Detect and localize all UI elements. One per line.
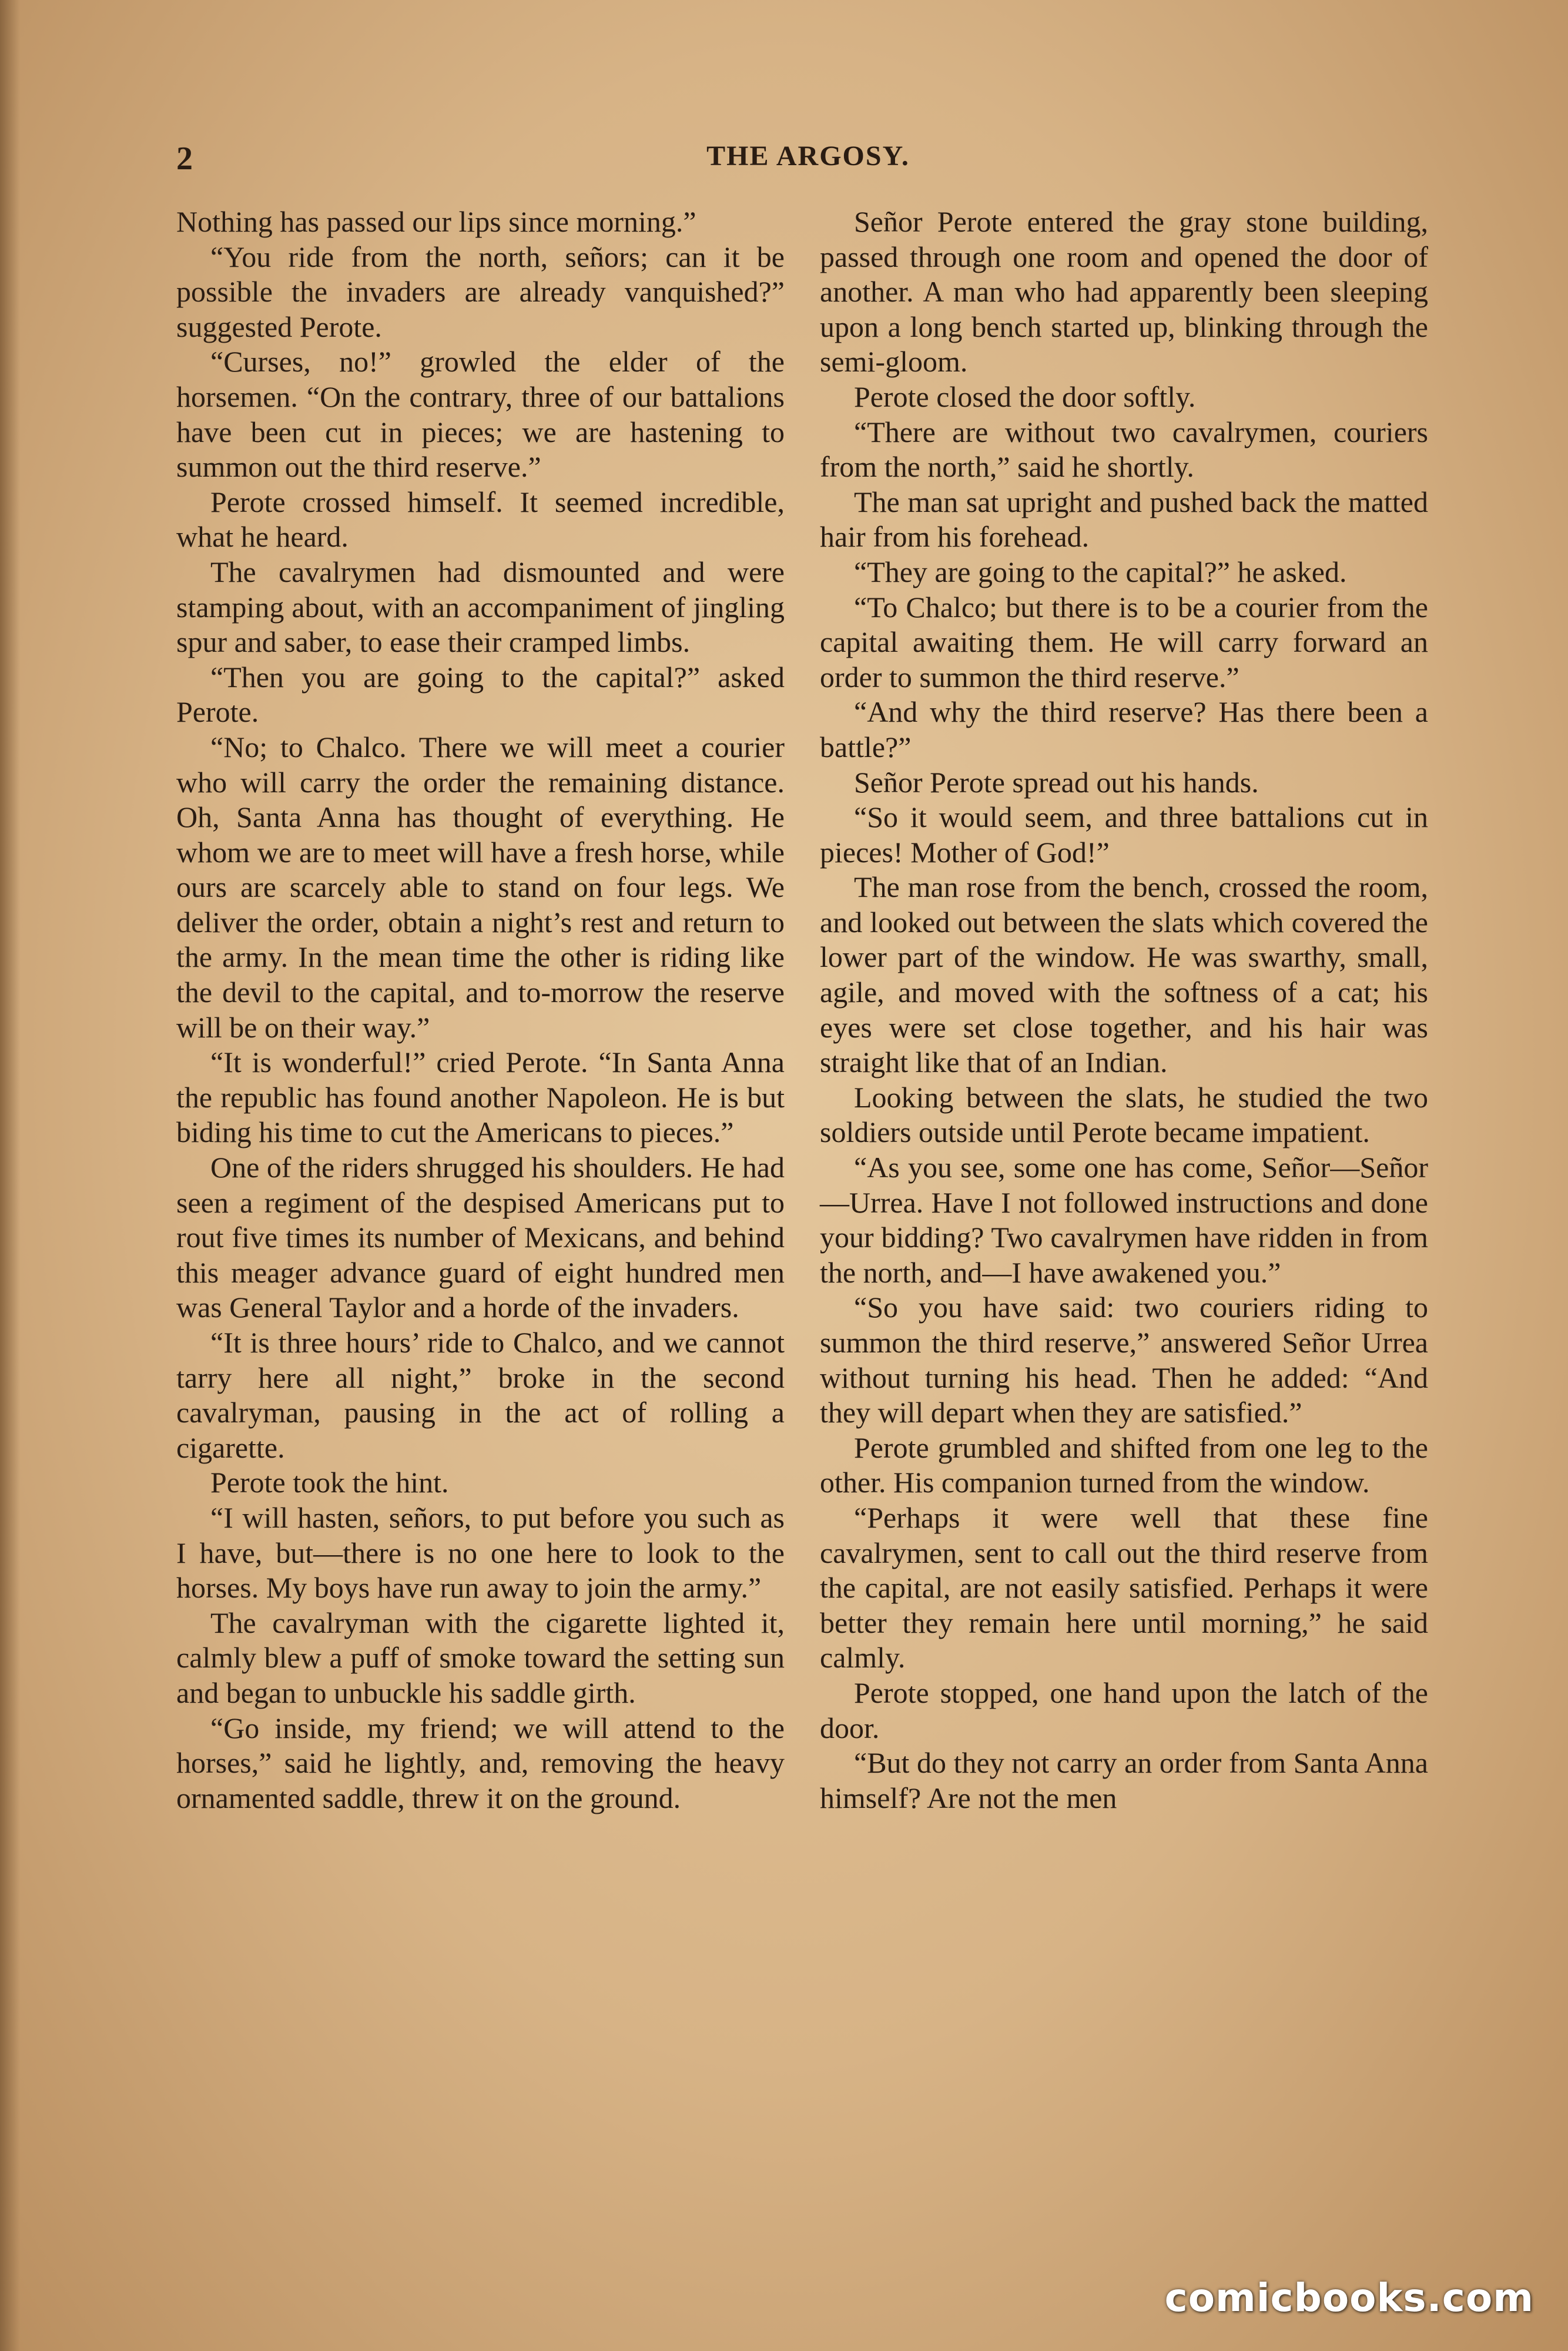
paragraph: Perote took the hint.: [210, 1466, 449, 1499]
paragraph: “Go inside, my friend; we will attend to the horses,” said he lightly, and, removing the heavy ornamented saddle, threw it on the ground.: [176, 1711, 785, 1814]
paragraph: “I will hasten, señors, to put before you such as I have, but—there is no one here to look to the horses. My boys have run away to join the army.”: [176, 1501, 785, 1605]
paragraph: The cavalrymen had dismounted and were stamping about, with an accompaniment of jingling spur and saber, to ease their cramped limbs.: [176, 555, 785, 659]
paragraph: “Then you are going to the capital?” asked Perote.: [176, 660, 785, 729]
paragraph: Señor Perote entered the gray stone building, passed through one room and opened the door of another. A man who had apparently been sleeping upon a long bench started up, blinking through the semi-gloom.: [820, 205, 1428, 379]
paragraph: “It is wonderful!” cried Perote. “In Santa Anna the republic has found another Napoleon. He is but biding his time to cut the Americans to pieces.”: [176, 1046, 785, 1149]
paragraph: “No; to Chalco. There we will meet a courier who will carry the order the remaining distance. Oh, Santa Anna has thought of everything. He whom we are to meet will have a fresh horse, while ours are scarcely able to stand on four legs. We deliver the order, obtain a night’s rest and return to the army. In the mean time the other is riding like the devil to the capital, and to-morrow the reserve will be on their way.”: [176, 730, 785, 1044]
paragraph: Perote closed the door softly.: [854, 380, 1196, 413]
site-watermark: comicbooks.com: [1164, 2275, 1534, 2320]
page-edge-shadow: [0, 0, 20, 2351]
paragraph: Looking between the slats, he studied the two soldiers outside until Perote became impatient.: [820, 1080, 1428, 1149]
paragraph: “There are without two cavalrymen, couriers from the north,” said he shortly.: [820, 415, 1428, 484]
paragraph: Perote crossed himself. It seemed incredible, what he heard.: [176, 485, 785, 554]
paragraph: “It is three hours’ ride to Chalco, and we cannot tarry here all night,” broke in the second cavalryman, pausing in the act of rolling a cigarette.: [176, 1326, 785, 1464]
paragraph: Nothing has passed our lips since morning.”: [176, 205, 696, 238]
paragraph: “Perhaps it were well that these fine cavalrymen, sent to call out the third reserve from the capital, are not easily satisfied. Perhaps it were better they remain here until morning,” he said calmly.: [820, 1501, 1428, 1674]
page-header: [176, 140, 1440, 187]
paragraph: The man rose from the bench, crossed the room, and looked out between the slats which covered the lower part of the window. He was swarthy, small, agile, and moved with the softness of a cat; his eyes were set close together, and his hair was straight like that of an Indian.: [820, 870, 1428, 1079]
paragraph: The cavalryman with the cigarette lighted it, calmly blew a puff of smoke toward the setting sun and began to unbuckle his saddle girth.: [176, 1606, 785, 1709]
paragraph: “They are going to the capital?” he asked.: [854, 555, 1347, 588]
paragraph: “And why the third reserve? Has there been a battle?”: [820, 695, 1428, 763]
paragraph: The man sat upright and pushed back the matted hair from his forehead.: [820, 485, 1428, 554]
running-title: THE ARGOSY.: [706, 140, 910, 172]
paragraph: “But do they not carry an order from Santa Anna himself? Are not the men: [820, 1746, 1428, 1814]
paragraph: “To Chalco; but there is to be a courier from the capital awaiting them. He will carry forward an order to summon the third reserve.”: [820, 590, 1428, 694]
paragraph: Perote grumbled and shifted from one leg to the other. His companion turned from the window.: [820, 1431, 1428, 1499]
paragraph: One of the riders shrugged his shoulders. He had seen a regiment of the despised Americans put to rout five times its number of Mexicans, and behind this meager advance guard of eight hundred men was General Taylor and a horde of the invaders.: [176, 1151, 785, 1324]
paragraph: “Curses, no!” growled the elder of the horsemen. “On the contrary, three of our battalions have been cut in pieces; we are hastening to summon out the third reserve.”: [176, 345, 785, 484]
page-number: 2: [176, 140, 193, 177]
paragraph: “You ride from the north, señors; can it be possible the invaders are already vanquished?” suggested Perote.: [176, 240, 785, 343]
paragraph: Perote stopped, one hand upon the latch of the door.: [820, 1676, 1428, 1744]
right-column: [820, 205, 1428, 1816]
paragraph: “So you have said: two couriers riding to summon the third reserve,” answered Señor Urrea without turning his head. Then he added: “And they will depart when they are satisfied.”: [820, 1291, 1428, 1429]
paragraph: “As you see, some one has come, Señor—Señor—Urrea. Have I not followed instructions and done your bidding? Two cavalrymen have ridden in from the north, and—I have awakened you.”: [820, 1151, 1428, 1289]
paragraph: “So it would seem, and three battalions cut in pieces! Mother of God!”: [820, 801, 1428, 869]
left-column: [176, 205, 785, 1816]
paragraph: Señor Perote spread out his hands.: [854, 765, 1259, 799]
